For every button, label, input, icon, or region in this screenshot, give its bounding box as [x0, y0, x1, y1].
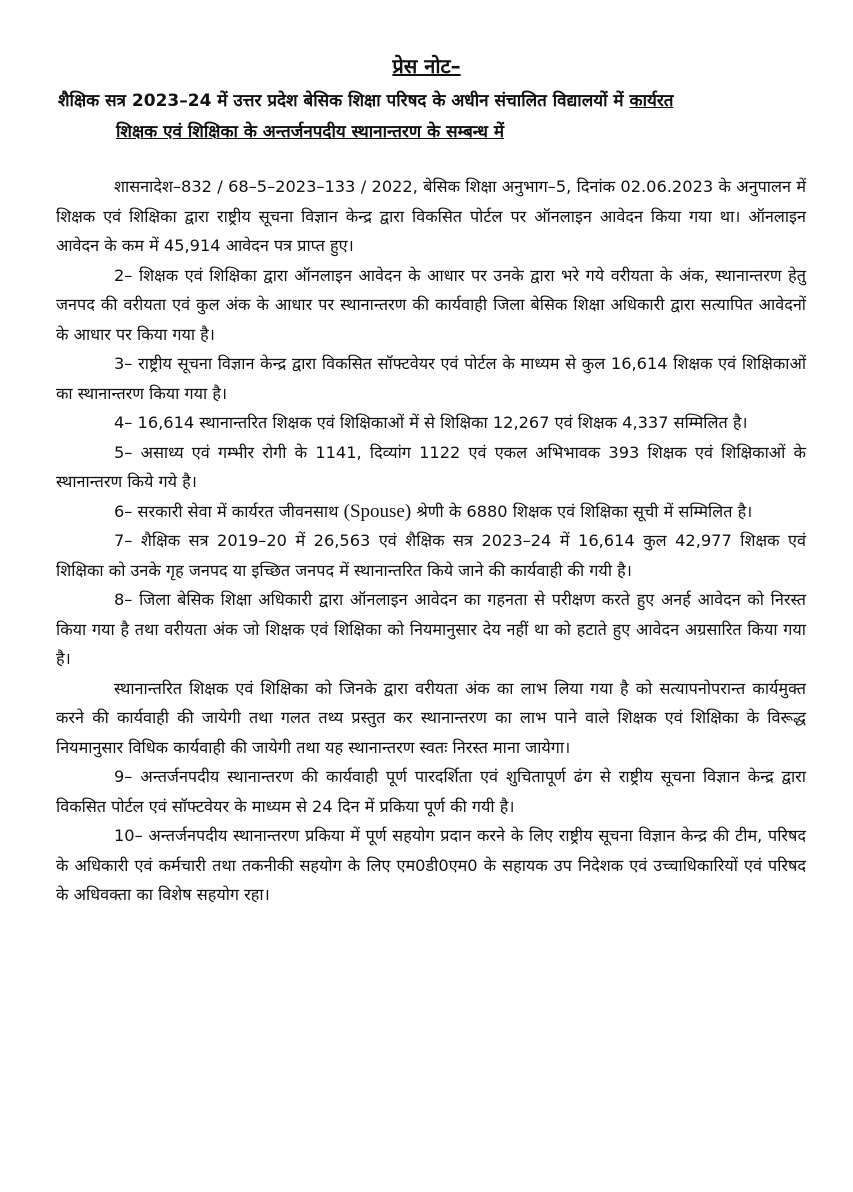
- subject-heading: [58, 86, 818, 148]
- paragraph-6-end: श्रेणी के 6880 शिक्षक एवं शिक्षिका सूची में सम्मिलित है।: [411, 501, 753, 521]
- paragraph-5: 5– असाध्य एवं गम्भीर रोगी के 1141, दिव्यांग 1122 एवं एकल अभिभावक 393 शिक्षक एवं शिक्षिकाओं के स्थानान्तरण किये गये है।: [56, 442, 806, 491]
- paragraph-9: 9– अन्तर्जनपदीय स्थानान्तरण की कार्यवाही पूर्ण पारदर्शिता एवं शुचितापूर्ण ढंग से राष्ट्रीय सूचना विज्ञान केन्द्र द्वारा विकसित पोर्टल एवं सॉफ्टवेयर के माध्यम से 24 दिन में प्रकिया पूर्ण की गयी है।: [56, 767, 806, 816]
- subject-line-1-underlined: कार्यरत: [629, 91, 674, 111]
- paragraph-10: 10– अन्तर्जनपदीय स्थानान्तरण प्रकिया में पूर्ण सहयोग प्रदान करने के लिए राष्ट्रीय सूचना विज्ञान केन्द्र की टीम, परिषद के अधिकारी एवं कर्मचारी तथा तकनीकी सहयोग के लिए एम0डी0एम0 के सहायक उप निदेशक एवं उच्चाधिकारियों एवं परिषद के अधिवक्ता का विशेष सहयोग रहा।: [56, 826, 806, 904]
- title-text: प्रेस नोट–: [392, 54, 461, 78]
- paragraph-4: 4– 16,614 स्थानान्तरित शिक्षक एवं शिक्षिकाओं में से शिक्षिका 12,267 एवं शिक्षक 4,337 सम्मिलित है।: [114, 413, 748, 432]
- paragraph-6: [56, 497, 806, 527]
- subject-line-1: शैक्षिक सत्र 2023–24 में उत्तर प्रदेश बेसिक शिक्षा परिषद के अधीन संचालित विद्यालयों में: [58, 91, 630, 111]
- paragraph-8-continuation: स्थानान्तरित शिक्षक एवं शिक्षिका को जिनके द्वारा वरीयता अंक का लाभ लिया गया है को सत्यापनोपरान्त कार्यमुक्त करने की कार्यवाही की जायेगी तथा गलत तथ्य प्रस्तुत कर स्थानान्तरण का लाभ पाने वाले शिक्षक एवं शिक्षिका के विरूद्ध नियमानुसार विधिक कार्यवाही की जायेगी तथा यह स्थानान्तरण स्वतः निरस्त माना जायेगा।: [56, 678, 806, 757]
- paragraph-7: 7– शैक्षिक सत्र 2019–20 में 26,563 एवं शैक्षिक सत्र 2023–24 में 16,614 कुल 42,977 शिक्षक एवं शिक्षिका को उनके गृह जनपद या इच्छित जनपद में स्थानान्तरित किये जाने की कार्यवाही की गयी है।: [56, 531, 806, 580]
- paragraph-2: 2– शिक्षक एवं शिक्षिका द्वारा ऑनलाइन आवेदन के आधार पर उनके द्वारा भरे गये वरीयता के अंक, स्थानान्तरण हेतु जनपद की वरीयता एवं कुल अंक के आधार पर स्थानान्तरण की कार्यवाही जिला बेसिक शिक्षा अधिकारी द्वारा सत्यापित आवेदनों के आधार पर किया गया है।: [56, 265, 806, 344]
- paragraph-1: शासनादेश–832 / 68–5–2023–133 / 2022, बेसिक शिक्षा अनुभाग–5, दिनांक 02.06.2023 के अनुपालन में शिक्षक एवं शिक्षिका द्वारा राष्ट्रीय सूचना विज्ञान केन्द्र द्वारा विकसित पोर्टल पर ऑनलाइन आवेदन किया गया था। ऑनलाइन आवेदन के कम में 45,914 आवेदन पत्र प्राप्त हुए।: [56, 177, 806, 255]
- paragraph-3: 3– राष्ट्रीय सूचना विज्ञान केन्द्र द्वारा विकसित सॉफ्टवेयर एवं पोर्टल के माध्यम से कुल 16,614 शिक्षक एवं शिक्षिकाओं का स्थानान्तरण किया गया है।: [56, 354, 806, 403]
- subject-line-2: शिक्षक एवं शिक्षिका के अन्तर्जनपदीय स्थानान्तरण के सम्बन्ध में: [116, 122, 505, 142]
- document-title: [0, 52, 853, 79]
- spouse-term: (Spouse): [343, 500, 412, 522]
- paragraph-6-start: 6– सरकारी सेवा में कार्यरत जीवनसाथ: [114, 501, 344, 521]
- paragraph-8: 8– जिला बेसिक शिक्षा अधिकारी द्वारा ऑनलाइन आवेदन का गहनता से परीक्षण करते हुए अनर्ह आवेदन को निरस्त किया गया है तथा वरीयता अंक जो शिक्षक एवं शिक्षिका को नियमानुसार देय नहीं था को हटाते हुए आवेदन अग्रसारित किया गया है।: [56, 590, 806, 668]
- document-body: [56, 172, 806, 910]
